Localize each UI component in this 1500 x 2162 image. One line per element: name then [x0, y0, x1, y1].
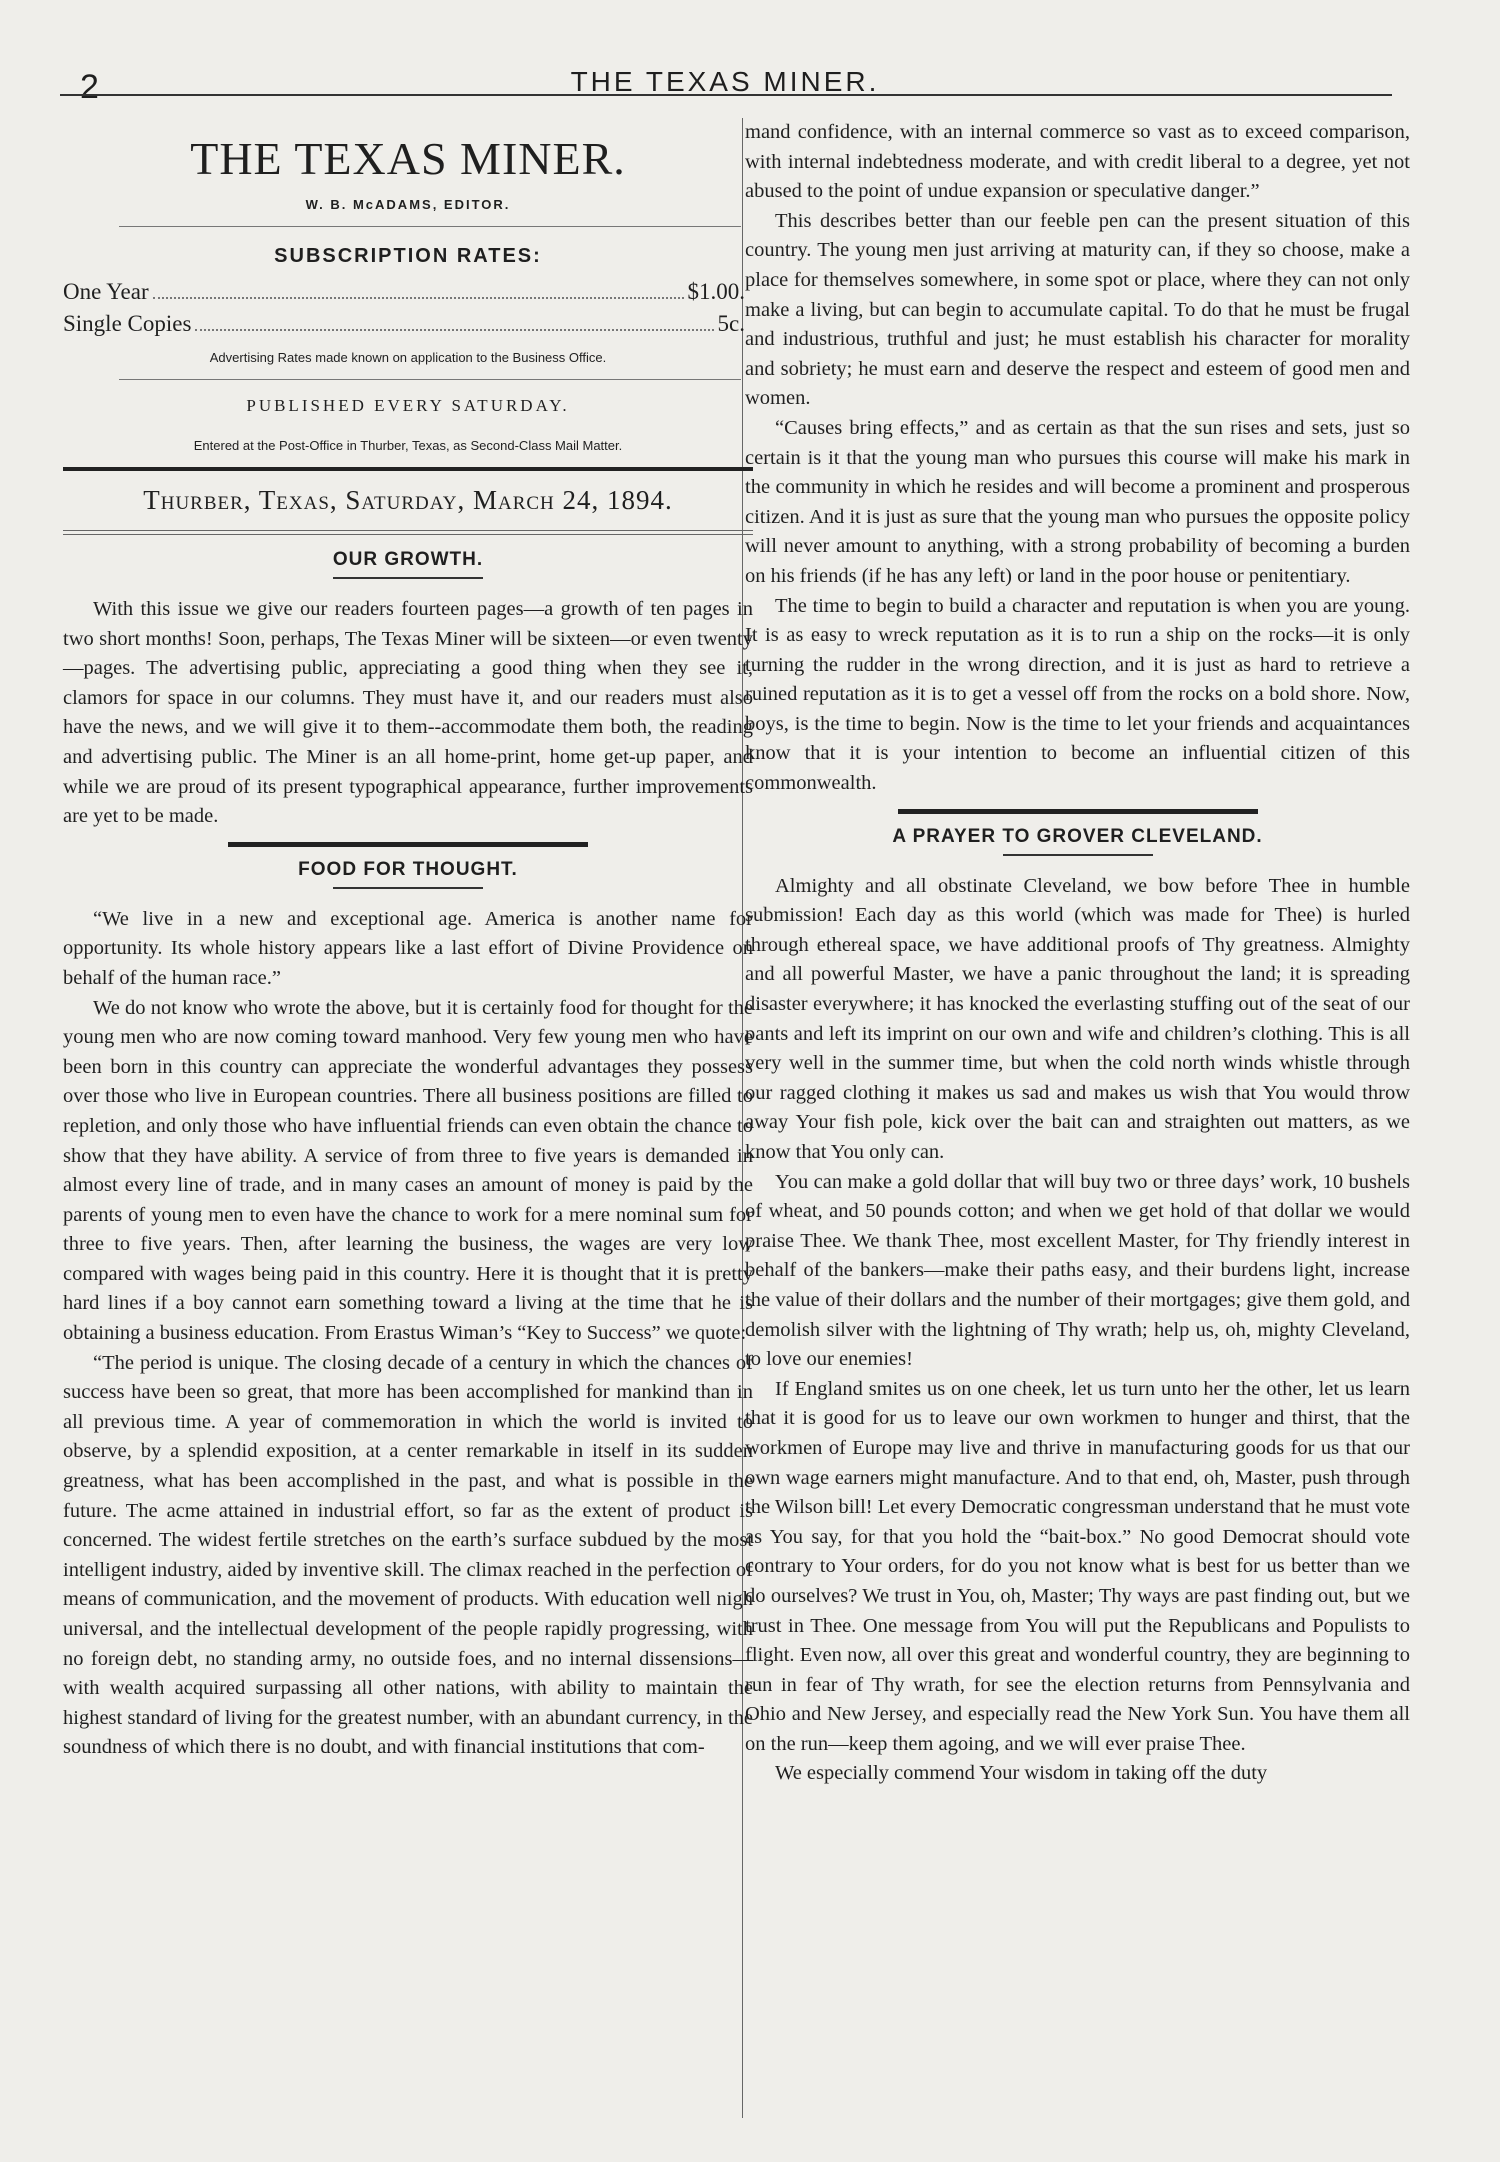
food-for-thought-paragraph: “We live in a new and exceptional age. America is another name for opportunity. Its whole history appears like a last effort of Divine Providence on behalf of the human race.” [63, 907, 753, 989]
our-growth-paragraph: With this issue we give our readers fourteen pages—a growth of ten pages in two short months! Soon, perhaps, The Texas Miner will be sixteen—or even twenty—pages. The advertising public, appreciating a good thing when they see it, clamors for space in our columns. They must have it, and our readers must also have the news, and we will give it to them--accommodate them both, the reading and advertising public. The Miner is an all home-print, home get-up paper, and while we are proud of its present typographical appearance, further improvements are yet to be made. [63, 598, 753, 828]
rate-row-one-year [63, 276, 745, 308]
masthead-title: THE TEXAS MINER. [190, 133, 626, 184]
rate-price: 5c. [717, 311, 745, 336]
our-growth-heading: OUR GROWTH. [332, 549, 484, 570]
heading-underline [1003, 854, 1153, 856]
masthead-rule [119, 226, 741, 227]
header-rule [60, 94, 1392, 96]
leader-dots [153, 297, 684, 299]
advertising-note: Advertising Rates made known on application to the Business Office. [209, 350, 607, 365]
rate-label: Single Copies [63, 311, 192, 336]
prayer-paragraph: Almighty and all obstinate Cleveland, we bow before Thee in humble submission! Each day as this world (which was made for Thee) is hurled through ethereal space, we have additional proofs of Thy greatness. Almighty and all powerful Master, we have a panic throughout the land; it is spreading disaster everywhere; it has knocked the everlasting stuffing out of the seat of our pants and left its imprint on our own and wife and children’s clothing. This is all very well in the summer time, but when the cold north winds whistle through our ragged clothing it makes us sad and makes us wish that You would throw away Your fish pole, kick over the bait can and straighten out matters, as we know that You only can. [745, 874, 1410, 1163]
double-rule [63, 530, 753, 535]
prayer-heading: A PRAYER TO GROVER CLEVELAND. [892, 825, 1263, 847]
leader-dots [195, 329, 713, 331]
rate-price: $1.00. [687, 279, 745, 304]
dateline: Thurber, Texas, Saturday, March 24, 1894. [143, 485, 673, 515]
food-for-thought-continued: This describes better than our feeble pen can the present situation of this country. The young men just arriving at maturity can, if they so choose, make a place for themselves somewhere, in some spot or place, where they can not only make a living, but can begin to accumulate capital. To do that he must be frugal and industrious, truthful and just; he must establish his character for morality and sobriety; he must earn and deserve the respect and esteem of good men and women. [745, 209, 1410, 410]
food-for-thought-continued: mand confidence, with an internal commerce so vast as to exceed comparison, with internal indebtedness moderate, and with credit liberal to a degree, yet not abused to the point of undue expansion or speculative danger.” [745, 121, 1410, 203]
editor-line: W. B. McADAMS, EDITOR. [305, 197, 511, 212]
section-bar [228, 842, 588, 847]
published-line: PUBLISHED EVERY SATURDAY. [246, 396, 570, 415]
left-column [63, 118, 753, 1763]
food-for-thought-heading: FOOD FOR THOUGHT. [298, 858, 518, 880]
heading-underline [333, 577, 483, 579]
thick-rule [63, 467, 753, 471]
rate-label: One Year [63, 279, 149, 304]
right-column [745, 118, 1410, 1789]
prayer-paragraph: We especially commend Your wisdom in taking off the duty [775, 1762, 1268, 1785]
page-number: 2 [80, 68, 99, 106]
prayer-paragraph: If England smites us on one cheek, let us turn unto her the other, let us learn that it is good for us to leave our own workmen to hunger and thirst, that the workmen of Europe may live and thrive in manufacturing goods for us that our own wage earners might manufacture. And to that end, oh, Master, push through the Wilson bill! Let every Democratic congressman understand that he must vote as You say, for that you hold the “bait-box.” No good Democrat should vote contrary to Your orders, for do you not know what is best for us better than we do ourselves? We trust in You, oh, Master; Thy ways are past finding out, but we trust in Thee. One message from You will put the Republicans and Populists to flight. Even now, all over this great and wonderful country, they are beginning to run in fear of Thy wrath, for see the election returns from Pennsylvania and Ohio and New Jersey, and especially read the New York Sun. You have them all on the run—keep them agoing, and we will ever praise Thee. [745, 1377, 1410, 1755]
food-for-thought-paragraph: “The period is unique. The closing decade of a century in which the chances of success have been so great, that more has been accomplished for mankind than in all previous time. A year of commemoration in which the world is invited to observe, by a splendid exposition, at a center remarkable in itself in its sudden greatness, what has been accomplished in the past, and what is possible in the future. The acme attained in industrial effort, so far as the extent of product is concerned. The widest fertile stretches on the earth’s surface subdued by the most intelligent industry, aided by inventive skill. The climax reached in the perfection of means of communication, and the movement of products. With education well nigh universal, and the intellectual development of the people rapidly progressing, with no foreign debt, no standing army, no outside foes, and no internal dissensions—with wealth acquired surpassing all other nations, with ability to maintain the highest standard of living for the greatest number, with an abundant currency, in the soundness of which there is no doubt, and with financial institutions that com- [63, 1351, 753, 1759]
food-for-thought-continued: The time to begin to build a character and reputation is when you are young. It is as easy to wreck reputation as it is to run a ship on the rocks—it is only turning the rudder in the wrong direction, and it is just as hard to retrieve a ruined reputation as it is to get a vessel off from the rocks on a bold shore. Now, boys, is the time to begin. Now is the time to let your friends and acquaintances know that it is your intention to become an influential citizen of this commonwealth. [745, 594, 1410, 795]
food-for-thought-continued: “Causes bring effects,” and as certain as that the sun rises and sets, just so certain is it that the young man who pursues this course will make his mark in the community in which he resides and will become a prominent and prosperous citizen. And it is just as sure that the young man who pursues the opposite policy will never amount to anything, with a strong probability of becoming a burden on his friends (if he has any left) or land in the poor house or penitentiary. [745, 416, 1410, 587]
entered-line: Entered at the Post-Office in Thurber, Texas, as Second-Class Mail Matter. [193, 438, 623, 453]
section-bar [898, 809, 1258, 814]
running-title: THE TEXAS MINER. [570, 66, 880, 97]
rate-row-single-copies [63, 308, 745, 340]
subscription-heading: SUBSCRIPTION RATES: [274, 245, 542, 267]
food-for-thought-paragraph: We do not know who wrote the above, but it is certainly food for thought for the young men who are now coming toward manhood. Very few young men who have been born in this country can appreciate the wonderful advantages they possess over those who live in European countries. There all business positions are filled to repletion, and only those who have influential friends can even obtain the chance to show that they have ability. A service of from three to five years is demanded in almost every line of trade, and in many cases an amount of money is paid by the parents of young men to even have the chance to work for a mere nominal sum for three to five years. Then, after learning the business, the wages are very low compared with wages being paid in this country. Here it is thought that it is pretty hard lines if a boy cannot earn something toward a living at the time that he is obtaining a business education. From Erastus Wiman’s “Key to Success” we quote: [63, 996, 753, 1345]
heading-underline [333, 887, 483, 889]
masthead-rule [119, 379, 741, 380]
prayer-paragraph: You can make a gold dollar that will buy two or three days’ work, 10 bushels of wheat, and 50 pounds cotton; and when we get hold of that dollar we would praise Thee. We thank Thee, most excellent Master, for Thy friendly interest in behalf of the bankers—make their paths easy, and their burdens light, increase the value of their dollars and the number of their mortgages; give them gold, and demolish silver with the lightning of Thy wrath; help us, oh, mighty Cleveland, to love our enemies! [745, 1170, 1410, 1371]
running-head [60, 62, 1390, 106]
